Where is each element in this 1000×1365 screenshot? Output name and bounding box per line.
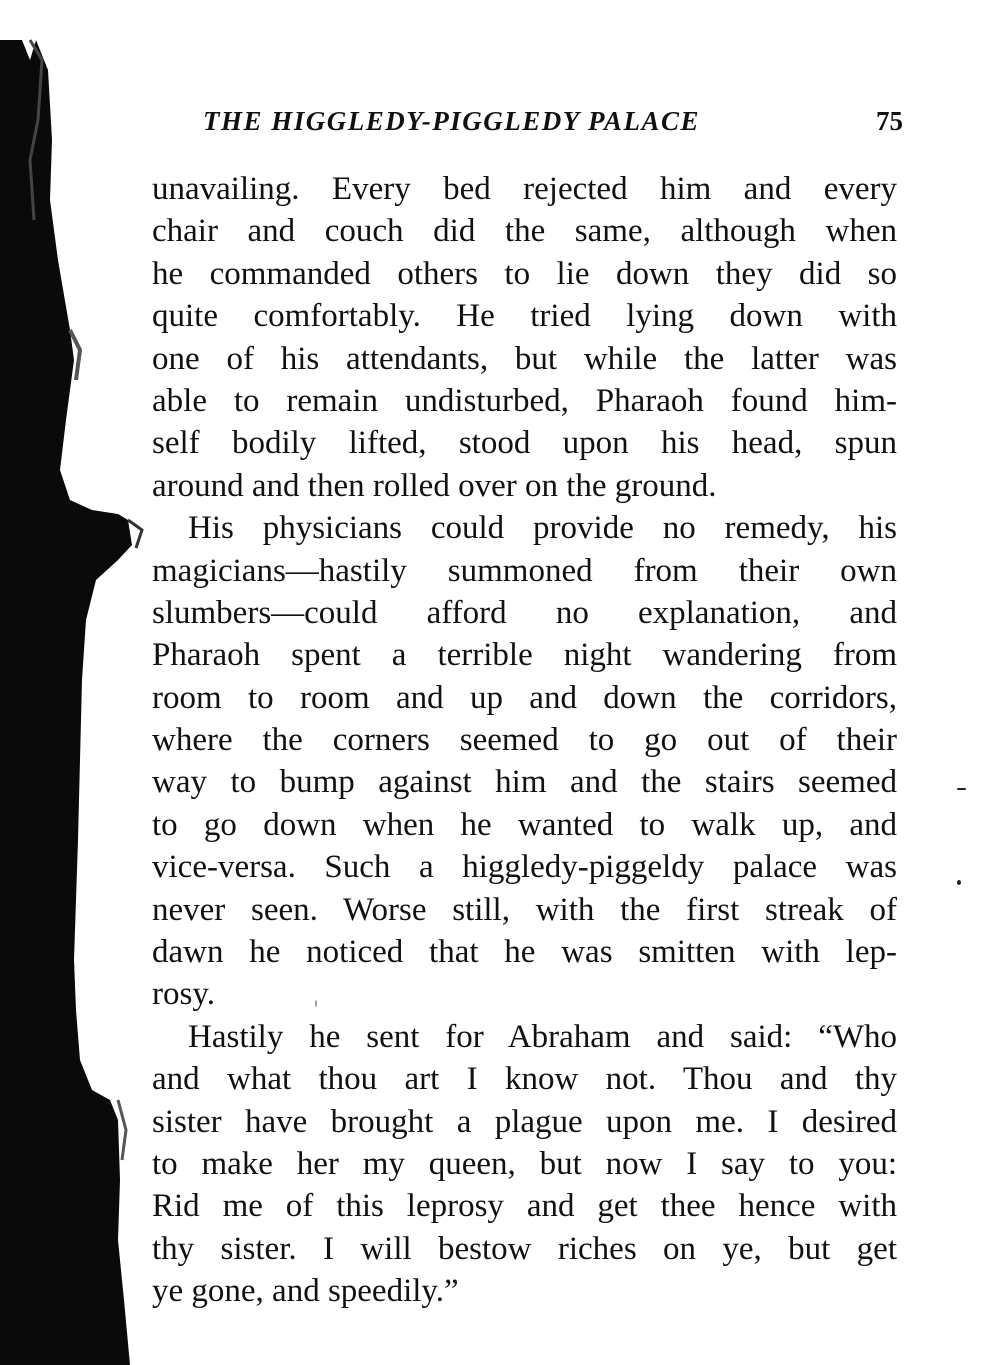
running-title: THE HIGGLEDY-PIGGLEDY PALACE	[203, 106, 701, 136]
text-line: slumbers—could afford no explanation, and	[152, 594, 897, 631]
text-line: sister have brought a plague upon me. I desired	[152, 1103, 897, 1140]
text-line: and what thou art I know not. Thou and thy	[152, 1061, 897, 1098]
text-line: magicians—hastily summoned from their own	[152, 552, 897, 589]
text-line: never seen. Worse still, with the first streak of	[152, 891, 897, 928]
page-number: 75	[876, 106, 903, 136]
text-line: room to room and up and down the corridors,	[152, 679, 897, 716]
text-line: he commanded others to lie down they did so	[152, 255, 897, 292]
scan-speck	[957, 788, 966, 790]
text-line: to make her my queen, but now I say to you:	[152, 1145, 897, 1182]
text-line: thy sister. I will bestow riches on ye, but get	[152, 1230, 897, 1267]
text-line: way to bump against him and the stairs seemed	[152, 764, 897, 801]
text-line: Hastily he sent for Abraham and said: “Who	[188, 1018, 897, 1055]
text-line: Pharaoh spent a terrible night wandering from	[152, 637, 897, 674]
text-line: rosy.	[152, 976, 215, 1013]
text-line: able to remain undisturbed, Pharaoh found him-	[152, 382, 897, 419]
text-line: quite comfortably. He tried lying down with	[152, 298, 897, 335]
text-line: unavailing. Every bed rejected him and every	[152, 171, 897, 207]
text-line: one of his attendants, but while the latter was	[152, 340, 897, 377]
text-line: Rid me of this leprosy and get thee hence with	[152, 1188, 897, 1225]
text-line: self bodily lifted, stood upon his head, spun	[152, 425, 897, 462]
text-line: around and then rolled over on the ground.	[152, 467, 717, 504]
text-line: where the corners seemed to go out of their	[152, 722, 897, 759]
text-line: vice-versa. Such a higgledy-piggeldy palace was	[152, 849, 897, 886]
text-line: to go down when he wanted to walk up, and	[152, 806, 897, 843]
scan-speck	[957, 880, 961, 885]
text-line: His physicians could provide no remedy, his	[188, 510, 897, 547]
scanned-binding-shadow	[0, 0, 160, 1365]
text-line: ye gone, and speedily.”	[152, 1273, 459, 1310]
text-line: chair and couch did the same, although when	[152, 213, 897, 250]
scan-speck	[315, 1000, 317, 1007]
body-text	[152, 168, 897, 1313]
running-header	[203, 106, 903, 137]
text-line: dawn he noticed that he was smitten with lep-	[152, 934, 897, 971]
